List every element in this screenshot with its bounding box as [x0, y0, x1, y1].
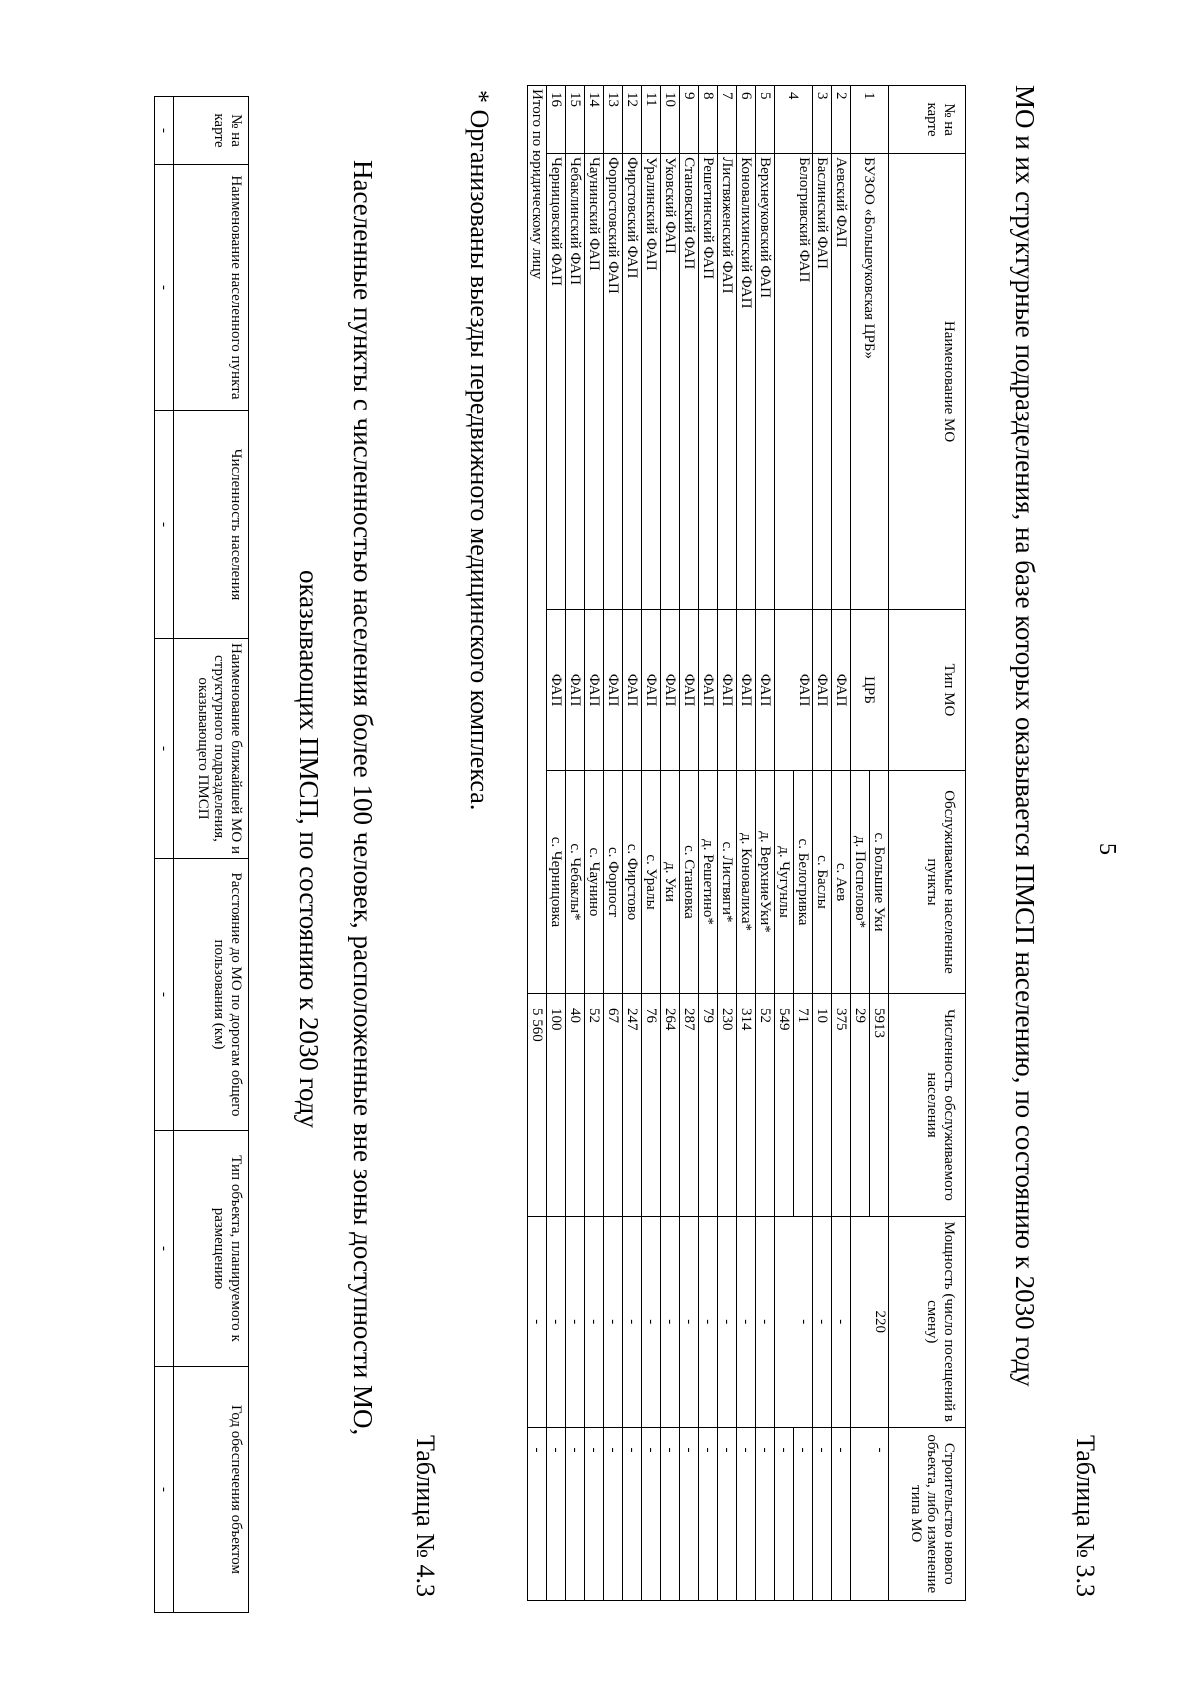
cell-capacity: -	[832, 1216, 851, 1427]
cell-mo-name: Становский ФАП	[680, 154, 699, 610]
cell-population: 71	[794, 993, 813, 1216]
cell-map-number: 7	[718, 86, 737, 154]
column-header-year: Год обеспечения объектом	[174, 1367, 249, 1613]
cell-capacity: -	[680, 1216, 699, 1427]
cell-capacity: -	[604, 1216, 623, 1427]
cell-population: 5913	[870, 993, 889, 1216]
cell-map-number: -	[155, 97, 174, 165]
cell-population: 230	[718, 993, 737, 1216]
cell-population: 79	[699, 993, 718, 1216]
cell-settlement: с. Белогривка	[794, 771, 813, 994]
table-3-3-footnote: * Организованы выезды передвижного медицинского комплекса.	[465, 90, 494, 811]
cell-population: 375	[832, 993, 851, 1216]
cell-mo-type: ФАП	[813, 609, 832, 770]
table-row	[718, 86, 737, 1601]
cell-mo-type: ФАП	[832, 609, 851, 770]
cell-construction: -	[775, 1427, 794, 1600]
cell-mo-type: ФАП	[680, 609, 699, 770]
cell-map-number: 11	[642, 86, 661, 154]
table-4-3	[154, 96, 249, 1613]
cell-mo-name: Уковский ФАП	[661, 154, 680, 610]
table-4-3-header-row	[174, 97, 249, 1613]
total-population: 5 560	[528, 993, 547, 1216]
table-4-3-heading-line1: Населенные пункты с численностью населения более 100 человек, расположенные вне зоны доступности МО,	[348, 160, 378, 1436]
table-row	[813, 86, 832, 1601]
cell-population: 67	[604, 993, 623, 1216]
table-row	[547, 86, 566, 1601]
cell-population: 76	[642, 993, 661, 1216]
table-row	[566, 86, 585, 1601]
table-row	[155, 97, 174, 1613]
cell-mo-name: Аевский ФАП	[832, 154, 851, 610]
cell-distance: -	[155, 859, 174, 1131]
cell-population: 52	[756, 993, 775, 1216]
cell-construction: -	[699, 1427, 718, 1600]
cell-population: 247	[623, 993, 642, 1216]
cell-settlement: с. Аев	[832, 771, 851, 994]
cell-map-number: 16	[547, 86, 566, 154]
cell-capacity: -	[623, 1216, 642, 1427]
cell-capacity: 220	[851, 1216, 889, 1427]
cell-mo-type: ФАП	[756, 609, 775, 770]
cell-nearest-mo: -	[155, 639, 174, 859]
cell-construction: -	[623, 1427, 642, 1600]
cell-population: 29	[851, 993, 870, 1216]
total-construction: -	[528, 1427, 547, 1600]
table-row	[832, 86, 851, 1601]
cell-mo-type: ФАП	[737, 609, 756, 770]
table-row	[585, 86, 604, 1601]
column-header-mo-type: Тип МО	[889, 609, 966, 770]
table-row	[604, 86, 623, 1601]
cell-construction: -	[547, 1427, 566, 1600]
cell-map-number: 5	[756, 86, 775, 154]
cell-construction: -	[661, 1427, 680, 1600]
cell-capacity: -	[813, 1216, 832, 1427]
cell-construction: -	[851, 1427, 889, 1600]
cell-settlement: с. Чебаклы*	[566, 771, 585, 994]
cell-construction: -	[813, 1427, 832, 1600]
cell-construction: -	[832, 1427, 851, 1600]
cell-settlement: с. Становка	[680, 771, 699, 994]
cell-mo-name: Уралинский ФАП	[642, 154, 661, 610]
column-header-population: Численность населения	[174, 411, 249, 639]
cell-settlement: с. Чаунино	[585, 771, 604, 994]
cell-settlement-name: -	[155, 165, 174, 411]
cell-mo-type: ФАП	[566, 609, 585, 770]
cell-year: -	[155, 1367, 174, 1613]
cell-settlement: с. Баслы	[813, 771, 832, 994]
cell-capacity: -	[585, 1216, 604, 1427]
cell-object-type: -	[155, 1131, 174, 1367]
table-3-3	[527, 85, 966, 1601]
column-header-settlement-name: Наименование населенного пункта	[174, 165, 249, 411]
column-header-object-type: Тип объекта, планируемого к размещению	[174, 1131, 249, 1367]
cell-settlement: д. Решетино*	[699, 771, 718, 994]
cell-capacity: -	[775, 1216, 813, 1427]
cell-mo-type: ФАП	[699, 609, 718, 770]
cell-map-number: 10	[661, 86, 680, 154]
cell-settlement: с. Фирстово	[623, 771, 642, 994]
cell-map-number: 4	[775, 86, 813, 154]
cell-mo-type: ФАП	[718, 609, 737, 770]
cell-map-number: 12	[623, 86, 642, 154]
cell-map-number: 3	[813, 86, 832, 154]
cell-map-number: 1	[851, 86, 889, 154]
column-header-mo-name: Наименование МО	[889, 154, 966, 610]
cell-map-number: 15	[566, 86, 585, 154]
column-header-construction: Строительство нового объекта, либо изменение типа МО	[889, 1427, 966, 1600]
cell-construction: -	[737, 1427, 756, 1600]
cell-settlement: с. Листвяги*	[718, 771, 737, 994]
cell-mo-type: ЦРБ	[851, 609, 889, 770]
cell-mo-name: Форпостовский ФАП	[604, 154, 623, 610]
table-row	[794, 86, 813, 1601]
cell-mo-name: БУЗОО «Большеуковская ЦРБ»	[851, 154, 889, 610]
table-3-3-heading: МО и их структурные подразделения, на базе которых оказывается ПМСП населению, по состоянию к 2030 году	[1010, 85, 1040, 1387]
cell-map-number: 6	[737, 86, 756, 154]
cell-settlement: д. Чугунлы	[775, 771, 794, 994]
cell-map-number: 8	[699, 86, 718, 154]
cell-map-number: 9	[680, 86, 699, 154]
page-number: 5	[1094, 843, 1120, 855]
cell-population: 287	[680, 993, 699, 1216]
column-header-capacity: Мощность (число посещений в смену)	[889, 1216, 966, 1427]
column-header-distance: Расстояние до МО по дорогам общего пользования (км)	[174, 859, 249, 1131]
cell-mo-type: ФАП	[585, 609, 604, 770]
cell-capacity: -	[756, 1216, 775, 1427]
cell-mo-name: Верхнеуковский ФАП	[756, 154, 775, 610]
cell-settlement: д. Коновалиха*	[737, 771, 756, 994]
cell-mo-type: ФАП	[604, 609, 623, 770]
cell-mo-name: Решетинский ФАП	[699, 154, 718, 610]
cell-map-number: 2	[832, 86, 851, 154]
cell-mo-name: Баслинский ФАП	[813, 154, 832, 610]
cell-construction: -	[718, 1427, 737, 1600]
table-row	[642, 86, 661, 1601]
cell-construction: -	[604, 1427, 623, 1600]
cell-population: 10	[813, 993, 832, 1216]
cell-population: 549	[775, 993, 794, 1216]
cell-map-number: 14	[585, 86, 604, 154]
column-header-map-number: № на карте	[174, 97, 249, 165]
cell-mo-type: ФАП	[661, 609, 680, 770]
total-label: Итого по юридическому лицу	[528, 86, 547, 994]
cell-capacity: -	[661, 1216, 680, 1427]
table-row	[623, 86, 642, 1601]
column-header-map-number: № на карте	[889, 86, 966, 154]
cell-construction: -	[585, 1427, 604, 1600]
cell-settlement: с. Форпост	[604, 771, 623, 994]
cell-settlement: с. Большие Уки	[870, 771, 889, 994]
cell-capacity: -	[699, 1216, 718, 1427]
table-row	[661, 86, 680, 1601]
cell-mo-type: ФАП	[547, 609, 566, 770]
cell-mo-name: Белогривский ФАП	[775, 154, 813, 610]
cell-population: 264	[661, 993, 680, 1216]
cell-settlement: с. Уралы	[642, 771, 661, 994]
cell-settlement: с. Черницовка	[547, 771, 566, 994]
cell-mo-name: Чаунинский ФАП	[585, 154, 604, 610]
table-3-3-caption: Таблица № 3.3	[1071, 1435, 1100, 1598]
cell-map-number: 13	[604, 86, 623, 154]
cell-capacity: -	[718, 1216, 737, 1427]
cell-population: 40	[566, 993, 585, 1216]
cell-construction: -	[794, 1427, 813, 1600]
cell-mo-type: ФАП	[623, 609, 642, 770]
table-total-row	[528, 86, 547, 1601]
cell-mo-name: Чебаклинский ФАП	[566, 154, 585, 610]
cell-capacity: -	[566, 1216, 585, 1427]
cell-population: 52	[585, 993, 604, 1216]
column-header-settlements: Обслуживаемые населенные пункты	[889, 771, 966, 994]
cell-mo-name: Черницовский ФАП	[547, 154, 566, 610]
cell-construction: -	[680, 1427, 699, 1600]
table-4-3-heading-line2: оказывающих ПМСП, по состоянию к 2030 году	[294, 569, 324, 1129]
table-row	[699, 86, 718, 1601]
cell-construction: -	[756, 1427, 775, 1600]
table-3-3-header-row	[889, 86, 966, 1601]
cell-capacity: -	[642, 1216, 661, 1427]
cell-settlement: д. ВерхниеУки*	[756, 771, 775, 994]
cell-construction: -	[566, 1427, 585, 1600]
cell-population: -	[155, 411, 174, 639]
table-4-3-caption: Таблица № 4.3	[411, 1435, 440, 1598]
table-row	[870, 86, 889, 1601]
table-row	[756, 86, 775, 1601]
table-row	[680, 86, 699, 1601]
total-capacity: -	[528, 1216, 547, 1427]
cell-population: 314	[737, 993, 756, 1216]
cell-mo-type: ФАП	[642, 609, 661, 770]
cell-mo-name: Листвяженский ФАП	[718, 154, 737, 610]
cell-population: 100	[547, 993, 566, 1216]
cell-capacity: -	[547, 1216, 566, 1427]
cell-settlement: д. Уки	[661, 771, 680, 994]
cell-settlement: д. Поспелово*	[851, 771, 870, 994]
cell-construction: -	[642, 1427, 661, 1600]
column-header-nearest-mo: Наименование ближайшей МО и структурного подразделения, оказывающего ПМСП	[174, 639, 249, 859]
cell-mo-name: Коновалихинский ФАП	[737, 154, 756, 610]
column-header-population: Численность обслуживаемого населения	[889, 993, 966, 1216]
table-row	[737, 86, 756, 1601]
cell-mo-type: ФАП	[775, 609, 813, 770]
cell-capacity: -	[737, 1216, 756, 1427]
cell-mo-name: Фирстовский ФАП	[623, 154, 642, 610]
